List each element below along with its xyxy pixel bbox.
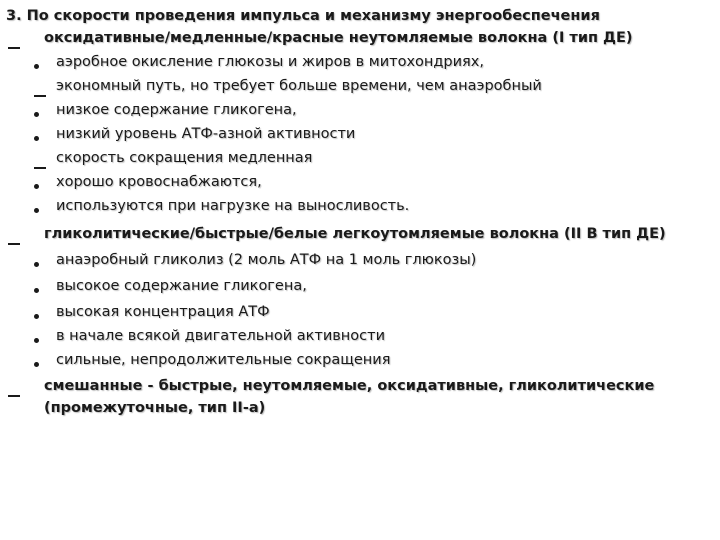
bullet-icon <box>34 288 39 293</box>
list-item <box>0 278 720 302</box>
bullet-icon <box>34 136 39 141</box>
list-item <box>0 352 720 376</box>
list-item-text: высокое содержание гликогена, <box>56 278 307 294</box>
list-item <box>0 252 720 276</box>
list-item <box>0 126 720 150</box>
list-item-glycolytic <box>0 226 720 250</box>
bullet-icon <box>34 184 39 189</box>
list-item <box>0 150 720 174</box>
bullet-icon <box>34 314 39 319</box>
list-item <box>0 78 720 102</box>
list-item <box>0 174 720 198</box>
list-item-text: смешанные - быстрые, неутомляемые, оксидативные, гликолитические <box>44 378 655 394</box>
bullet-icon <box>34 338 39 343</box>
dash-marker-icon <box>8 395 20 397</box>
bullet-icon <box>34 362 39 367</box>
list-item-oxidative <box>0 30 720 54</box>
list-item-text: в начале всякой двигательной активности <box>56 328 385 344</box>
dash-marker-icon <box>8 47 20 49</box>
slide-heading: 3. По скорости проведения импульса и механизму энергообеспечения <box>6 8 600 24</box>
list-item-continuation: (промежуточные, тип II-а) <box>44 400 266 416</box>
bullet-icon <box>34 64 39 69</box>
list-item-text: аэробное окисление глюкозы и жиров в митохондриях, <box>56 54 484 70</box>
list-item-text: высокая концентрация АТФ <box>56 304 270 320</box>
list-item <box>0 54 720 78</box>
list-item <box>0 304 720 328</box>
bullet-icon <box>34 262 39 267</box>
list-item-text: хорошо кровоснабжаются, <box>56 174 262 190</box>
list-item-mixed <box>0 378 720 402</box>
list-item-text: скорость сокращения медленная <box>56 150 313 166</box>
list-item-text: низкий уровень АТФ-азной активности <box>56 126 356 142</box>
dash-marker-icon <box>34 167 46 169</box>
list-item-text: гликолитические/быстрые/белые легкоутомляемые волокна (II B тип ДЕ) <box>44 226 666 242</box>
dash-marker-icon <box>8 243 20 245</box>
dash-marker-icon <box>34 95 46 97</box>
list-item-text: используются при нагрузке на выносливость. <box>56 198 410 214</box>
list-item <box>0 102 720 126</box>
list-item-text: экономный путь, но требует больше времени, чем анаэробный <box>56 78 542 94</box>
list-item <box>0 328 720 352</box>
list-item-text: сильные, непродолжительные сокращения <box>56 352 391 368</box>
list-item <box>0 198 720 222</box>
list-item-text: анаэробный гликолиз (2 моль АТФ на 1 моль глюкозы) <box>56 252 477 268</box>
bullet-icon <box>34 208 39 213</box>
bullet-icon <box>34 112 39 117</box>
list-item-text: низкое содержание гликогена, <box>56 102 297 118</box>
list-item-text: оксидативные/медленные/красные неутомляемые волокна (I тип ДЕ) <box>44 30 633 46</box>
